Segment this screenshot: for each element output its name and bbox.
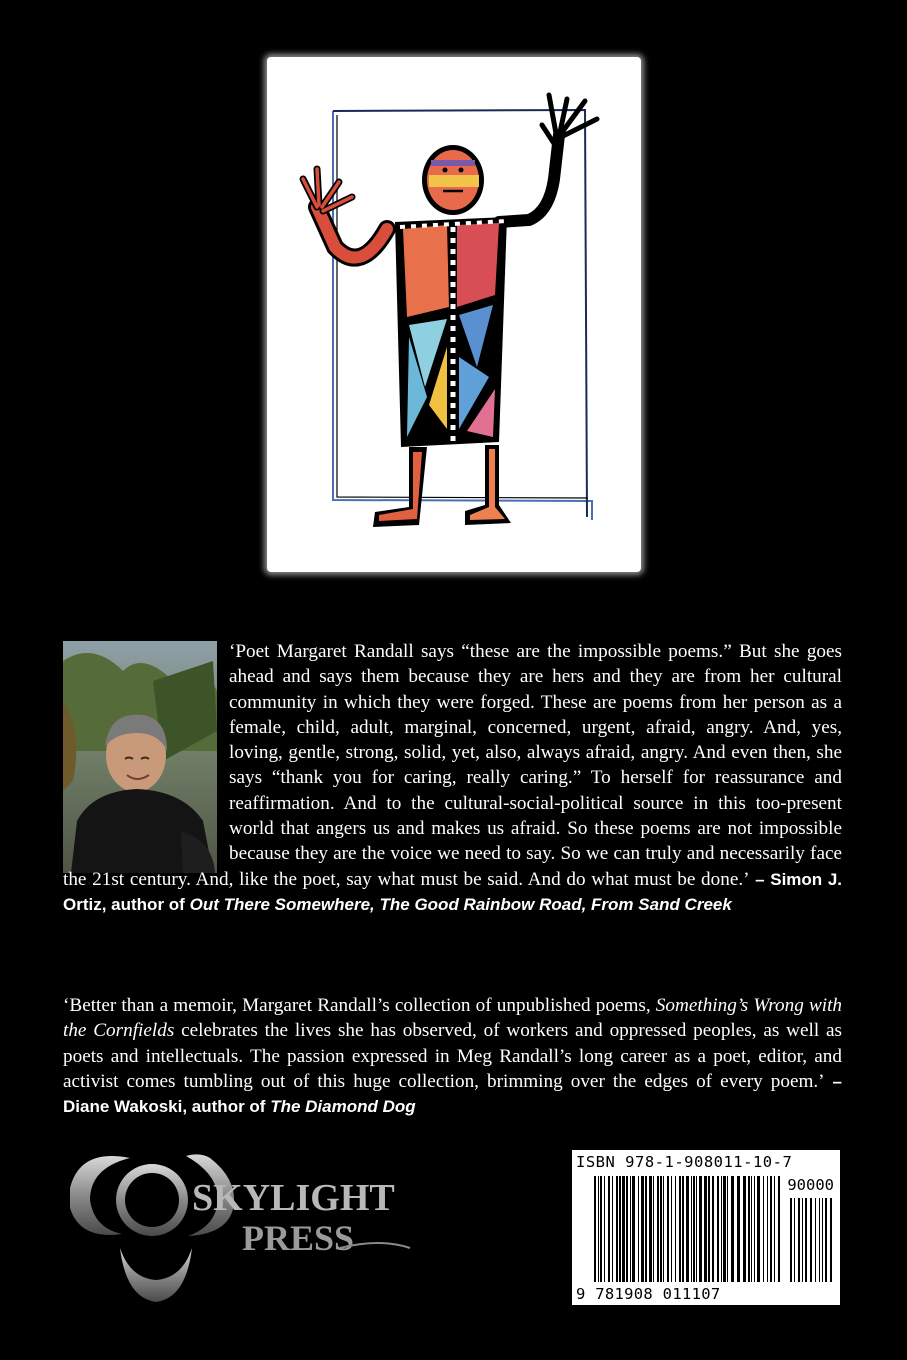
isbn-number: ISBN 978-1-908011-10-7 (576, 1153, 793, 1171)
isbn-barcode (572, 1150, 840, 1305)
book-title: Something’s Wrong with the Cornfields (63, 995, 842, 1042)
endorsement-ortiz-books: Out There Somewhere, The Good Rainbow Road, From Sand Creek (189, 894, 732, 914)
endorsement-wakoski-book: The Diamond Dog (270, 1097, 416, 1117)
endorsement-ortiz-text: ‘Poet Margaret Randall says “these are the impossible poems.” But she goes ahead and says them because they are hers and they are from her cultural community in which they were forged. These are poems from her person as a female, child, adult, marginal, concerned, urgent, afraid, angry. And, yes, loving, gentle, strong, solid, yet, also, always afraid, angry. And even then, she says “thank you for caring, really caring.” To herself for reassurance and reaffirmation. And to the cultural-social-political source in this too-present world that angers us and makes us afraid. So these poems are not impossible because they are the voice we need to say. So we can truly and necessarily face the 21st century. And, like the poet, say what must be said. And do what must be done.’ (63, 641, 842, 890)
triple-moon-logo-icon (60, 1148, 440, 1308)
publisher-name-line2: PRESS (242, 1218, 355, 1258)
publisher-logo (60, 1148, 440, 1308)
barcode-bars-icon (572, 1150, 840, 1305)
endorsement-wakoski-attribution: – Diane Wakoski, author of (63, 1071, 842, 1117)
endorsement-wakoski-text-after: celebrates the lives she has observed, of workers and oppressed peoples, as well as poets and intellectuals. The passion expressed in Meg Randall’s long career as a poet, editor, and activist comes tumbling out of this huge collection, brimming over the edges of every poem.’ (63, 1020, 842, 1092)
figure-drawing-icon (267, 57, 641, 572)
ean-digits: 9 781908 011107 (576, 1285, 721, 1303)
endorsement-wakoski (63, 993, 842, 1119)
price-code: 90000 (787, 1176, 834, 1194)
publisher-name-line1: SKYLIGHT (192, 1177, 395, 1219)
endorsement-ortiz (63, 639, 842, 917)
endorsement-ortiz-attribution: – Simon J. Ortiz, author of (63, 869, 842, 914)
endorsement-wakoski-text-before: ‘Better than a memoir, Margaret Randall’s collection of unpublished poems, (63, 995, 656, 1016)
cover-artwork (267, 57, 641, 572)
